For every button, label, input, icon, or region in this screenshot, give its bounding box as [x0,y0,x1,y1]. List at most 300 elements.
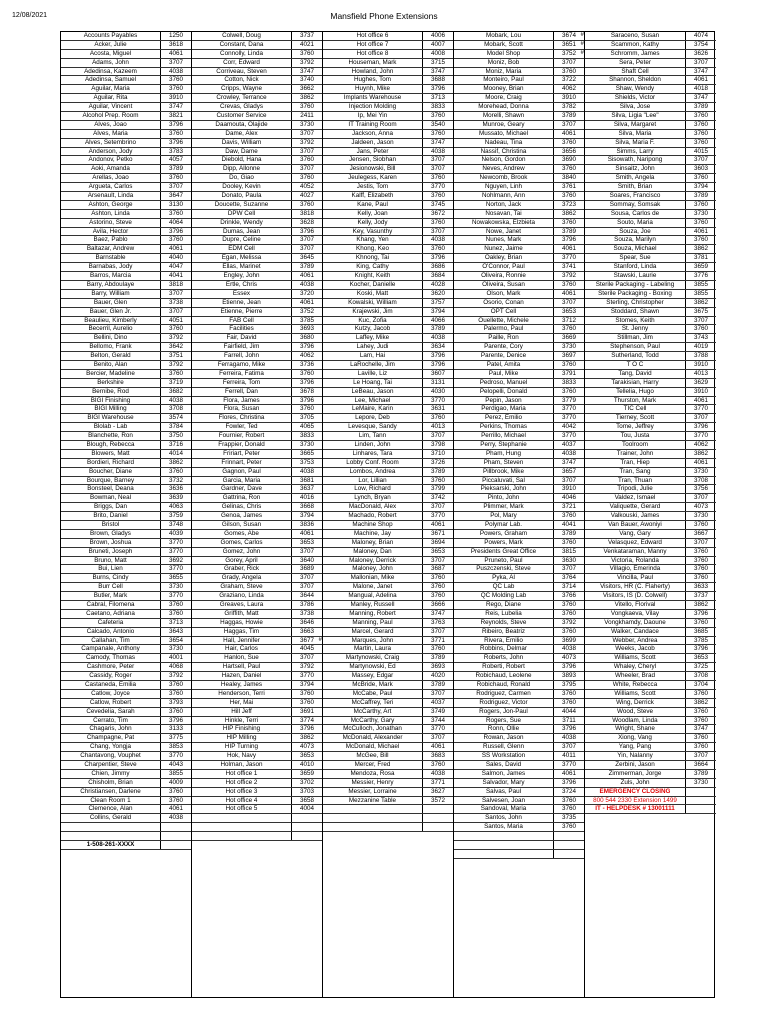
employee-name: Powers, Graham [479,529,528,537]
employee-name: Kelly, Joan [357,209,388,217]
table-row [585,245,716,254]
extension-number: 3855 [160,770,191,778]
employee-name: Moniz, Bob [487,58,520,66]
employee-name: SS Workstation [481,752,526,760]
table-row [61,468,191,477]
table-row [323,183,453,192]
extension-number: 3760 [685,130,716,138]
employee-name: Rego, Diane [485,601,521,608]
extension-number: 3707 [422,557,453,565]
employee-name: Bernibe, Rod [92,387,129,395]
extension-number: 3760 [553,68,584,76]
table-row [192,414,322,423]
extension-number: 3627 [422,788,453,796]
extension-number: 3796 [422,85,453,93]
extension-number: 3719 [160,379,191,387]
employee-name: Zimmerman, Jorge [608,769,662,777]
employee-name: Machine Shop [352,520,393,528]
table-row [585,423,716,432]
table-row [61,450,191,459]
employee-name: Crevas, Gladys [219,103,264,111]
table-row [323,814,453,823]
extension-number: 3683 [422,752,453,760]
extension-number: 3681 [291,477,322,485]
table-row [585,192,716,201]
employee-name: Sterile Packaging - Labeling [595,280,675,288]
employee-name: Bauer, Glen [93,298,128,306]
table-row [61,334,191,343]
extension-number: 3789 [685,770,716,778]
extension-number: 3796 [553,663,584,671]
employee-name: Acker, Julie [94,40,127,48]
table-row [192,156,322,165]
employee-name: Moniz, Maria [485,67,522,75]
table-row [585,530,716,539]
extension-number: 3760 [553,823,584,831]
table-row [323,823,453,832]
extension-number: 3730 [685,210,716,218]
extension-number: 3785 [291,317,322,325]
table-row [454,565,584,574]
table-row [192,219,322,228]
table-row [454,690,584,699]
extension-number: 4061 [422,743,453,751]
directory-column-3 [323,32,454,997]
employee-name: Bourque, Barney [86,476,135,484]
employee-name: Acosta, Miguel [89,49,132,57]
employee-name: Sales, David [485,761,522,769]
table-row [61,610,191,619]
extension-number: 3760 [685,743,716,751]
employee-name: Morelli, Shawn [482,112,525,120]
table-row [454,645,584,654]
employee-name: Stephenson, Paul [610,343,660,351]
table-row [454,770,584,779]
employee-name: Charpentier, Steve [84,761,137,769]
employee-name: TIC Cell [623,405,647,413]
table-row [61,139,191,148]
table-row [585,343,716,352]
extension-number: 3760 [160,690,191,698]
employee-name: Sisowath, Naripong [607,156,663,164]
extension-number: 3862 [291,94,322,102]
table-row [192,139,322,148]
employee-name: Barry, Abdoulaye [86,280,135,288]
extension-number: 3760 [553,601,584,609]
extension-number: 4064 [160,219,191,227]
table-row [192,388,322,397]
table-row [454,139,584,148]
table-row [585,68,716,77]
employee-name: O'Connor, Paul [482,263,525,271]
extension-number: 3760 [291,174,322,182]
extension-number: 4065 [291,423,322,431]
table-row [192,592,322,601]
extension-number: 3760 [160,681,191,689]
table-row [454,50,584,59]
table-row [323,628,453,637]
directory-column-1 [61,32,192,997]
employee-name: Mooney, Brian [483,85,524,93]
employee-name: Clean Room 1 [90,796,131,804]
extension-number: 4063 [160,503,191,511]
employee-name: Hot office 8 [356,49,389,57]
extension-number: 3760 [422,574,453,582]
employee-name: Corr, Edward [223,58,260,66]
table-row [323,521,453,530]
table-row [323,681,453,690]
extension-number: 3637 [291,485,322,493]
extension-number: 3760 [291,370,322,378]
table-row [61,156,191,165]
table-row [61,832,191,841]
employee-name: Mercer, Fred [354,761,391,769]
table-row [61,477,191,486]
extension-number: 3747 [422,68,453,76]
employee-name: Olson, Mark [486,289,521,297]
table-row [61,672,191,681]
employee-name [61,832,160,840]
employee-name: Bellomo, Frank [89,343,132,351]
table-row [192,112,322,121]
extension-number: 3707 [422,165,453,173]
employee-name: Frinnart, Peter [221,458,262,466]
table-row [454,174,584,183]
employee-name: Hot office 4 [225,796,258,804]
table-row [61,290,191,299]
extension-number: 3760 [685,201,716,209]
extension-number: 3130 [160,201,191,209]
employee-name: Sterling, Christopher [606,298,664,306]
table-row [61,370,191,379]
employee-name: QC Lab [492,583,515,591]
directory-column-5 [585,32,716,997]
table-row [323,317,453,326]
employee-name: Beaulieu, Kimberly [84,316,137,324]
employee-name: Piccaluvati, Sal [482,476,525,484]
extension-number: 3784 [160,423,191,431]
employee-name: HIP Milling [226,734,257,742]
extension-number [553,850,584,858]
table-row [323,548,453,557]
extension-number: 3726 [422,459,453,467]
table-row [323,103,453,112]
table-row [323,663,453,672]
extension-number: 3794 [685,183,716,191]
employee-name: Silva, Ligia "Lee" [611,112,659,120]
employee-name: QC Molding Lab [480,592,527,600]
extension-number: 3760 [685,548,716,556]
table-row [454,468,584,477]
extension-number: 3735 [553,814,584,822]
table-row [323,388,453,397]
table-row [323,76,453,85]
employee-name: Gardner, Dave [221,485,262,493]
employee-name: Sera, Peter [619,58,651,66]
table-row [61,574,191,583]
employee-name: Mussato, Michael [479,129,528,137]
table-row [192,59,322,68]
extension-number: 3631 [422,405,453,413]
table-row [323,672,453,681]
extension-number [422,823,453,831]
employee-name: Fairfield, Jim [223,343,260,351]
extension-number: 3705 [291,414,322,422]
employee-name: Howland, John [351,67,394,75]
employee-name: Callahan, Tim [91,636,130,644]
employee-name: Williams, Scott [614,654,656,662]
extension-number: 3730 [291,121,322,129]
table-row [454,388,584,397]
table-row [192,788,322,797]
extension-number: 4061 [422,521,453,529]
extension-number: 3738 [291,610,322,618]
extension-number: 3760 [553,361,584,369]
extension-number: 4015 [685,148,716,156]
table-row [454,370,584,379]
employee-name: Nosavan, Tai [485,209,522,217]
table-row [323,41,453,50]
table-row [192,272,322,281]
employee-name: Nowe, Janet [485,227,521,235]
table-row [585,743,716,752]
extension-number: 3707 [291,165,322,173]
table-row [192,405,322,414]
employee-name: Fair, David [226,334,257,342]
extension-number: 3730 [685,512,716,520]
employee-name: Oliveira, Ronnie [481,272,526,280]
extension-number: 3665 [291,450,322,458]
employee-name: Woodlam, Linda [612,716,658,724]
employee-name: Silva, Maria [618,129,652,137]
extension-number: 3796 [422,361,453,369]
extension-number: 3796 [685,610,716,618]
extension-number: 4073 [291,743,322,751]
table-row [61,521,191,530]
extension-number: 4061 [685,76,716,84]
table-row [61,388,191,397]
extension-number: 4073 [685,503,716,511]
employee-name: Barnabas, Jody [88,263,133,271]
extension-number: 4007 [422,41,453,49]
extension-number: 3862 [685,699,716,707]
table-row [192,165,322,174]
extension-number: 3760 [685,521,716,529]
extension-number: 4045 [291,645,322,653]
extension-number: 3786 [291,601,322,609]
table-row [192,530,322,539]
extension-number: 3789 [160,165,191,173]
extension-number: 3760 [160,797,191,805]
table-row [585,708,716,717]
table-row [585,805,716,814]
extension-number: 3760 [422,174,453,182]
extension-number: 3815 [553,548,584,556]
table-row [454,423,584,432]
employee-name: Chien, Jimmy [91,769,130,777]
extension-number: 3770 [422,725,453,733]
table-row [585,263,716,272]
table-row [323,334,453,343]
table-row [61,174,191,183]
extension-number: 3131 [422,379,453,387]
extension-number: 3672 [422,210,453,218]
hash-marker: # [580,49,584,56]
table-row [61,236,191,245]
extension-number: 4057 [160,156,191,164]
table-row [454,663,584,672]
table-row [323,805,453,814]
employee-name: Hall, Jennifer [223,636,260,644]
employee-name: Crowley, Terrance [216,94,267,102]
employee-name: Alcohol Prep. Room [82,112,139,120]
table-row [61,414,191,423]
employee-name: Astorino, Steve [89,218,132,226]
extension-number: 3712 [553,317,584,325]
employee-name: Toolroom [622,440,648,448]
extension-number: 3771 [422,779,453,787]
table-row [192,521,322,530]
employee-name: Powers, Mark [484,538,523,546]
employee-name: Hot office 1 [225,769,258,777]
employee-name: Chagaris, John [89,725,132,733]
employee-name: Messier, Henry [351,778,394,786]
employee-name: Vongkaeva, Vilay [610,609,660,617]
table-row [192,823,322,832]
table-row [454,219,584,228]
table-row [585,734,716,743]
table-row [192,477,322,486]
table-row [454,308,584,317]
table-row [192,485,322,494]
employee-name [192,823,291,831]
employee-name: Wood, Steve [617,707,653,715]
employee-name: Visitors, HR (C. Flaherty) [600,583,670,591]
extension-number: 3910 [685,388,716,396]
table-row [323,423,453,432]
table-row [323,743,453,752]
table-row [61,103,191,112]
employee-name: Corriveau, Steven [216,67,267,75]
table-row [585,405,716,414]
employee-name: Machado, Robert [348,512,397,520]
table-row [192,192,322,201]
table-row [192,76,322,85]
extension-number: 4038 [422,148,453,156]
table-row [323,414,453,423]
extension-number: 3713 [160,619,191,627]
employee-name: Egan, Melissa [221,254,262,262]
extension-number: 4061 [291,299,322,307]
extension-number: 4038 [160,814,191,822]
table-row [61,361,191,370]
employee-name: McDonald, Michael [345,743,400,751]
table-row [585,112,716,121]
employee-name: Hair, Carlos [225,645,258,653]
employee-name: Mezzanine Table [348,796,397,804]
table-row [585,592,716,601]
employee-name: Shaw, Wendy [615,85,655,93]
employee-name: Champagne, Pat [86,734,135,742]
extension-number: 3760 [422,414,453,422]
extension-number: 4020 [422,672,453,680]
extension-number: 3574 [160,414,191,422]
table-row [323,654,453,663]
employee-name: Collins, Gerald [89,814,132,822]
employee-name: Campanale, Anthony [81,645,140,653]
extension-number: 3782 [553,103,584,111]
employee-name: Haggas, Tim [223,627,260,635]
employee-name: Stillman, Jim [617,334,653,342]
extension-number: 3693 [422,663,453,671]
table-row [323,734,453,743]
employee-name: Graham, Steve [220,583,263,591]
table-row [192,468,322,477]
employee-name: BIGI Warehouse [87,414,134,422]
employee-name: Ferreira, Fatima [219,369,264,377]
extension-number: 3607 [422,370,453,378]
extension-number: 3707 [553,59,584,67]
extension-number: 3707 [160,290,191,298]
employee-name: Shaft Cell [621,67,649,75]
table-row [323,797,453,806]
employee-name: Webber, Andrea [612,636,658,644]
table-row [454,574,584,583]
extension-number: 3697 [553,352,584,360]
employee-name: Gelinas, Chris [221,503,262,511]
table-row [192,761,322,770]
employee-name: Constant, Dana [219,40,264,48]
employee-name: Blanchette, Ron [88,432,133,440]
table-row [61,325,191,334]
extension-number: 3910 [553,485,584,493]
employee-name: Velasquez, Edward [608,538,662,546]
extension-number: 3653 [291,752,322,760]
extension-number: 3707 [553,743,584,751]
employee-name: Souza, Michael [613,245,657,253]
table-row [61,548,191,557]
table-row [192,814,322,823]
extension-number: 3707 [422,432,453,440]
extension-number [291,814,322,822]
employee-name: Engley, John [223,272,260,280]
employee-name: Clemence, Alan [88,805,133,813]
table-row [454,485,584,494]
table-row [585,325,716,334]
employee-name: Victoria, Rolanda [611,556,659,564]
employee-name: Ip, Mei Yin [357,112,388,120]
table-row [323,699,453,708]
employee-name: Fririart, Peter [223,449,260,457]
employee-name: Ellas, Marinet [222,263,261,271]
extension-number: 3750 [160,432,191,440]
employee-name: Silva, Margaret [613,120,657,128]
employee-name: Camody, Thomas [85,654,136,662]
extension-number: 3628 [291,219,322,227]
extension-number: 4042 [553,423,584,431]
employee-name: Drinkle, Wendy [220,218,263,226]
employee-name: Khnong, Tai [355,254,390,262]
extension-number: 3789 [553,112,584,120]
extension-number: 3760 [160,325,191,333]
employee-name: Bercier, Madeline [86,369,135,377]
extension-number: 4061 [685,228,716,236]
table-row [61,619,191,628]
extension-number: 3779 [553,397,584,405]
table-row [454,743,584,752]
table-row [323,174,453,183]
employee-name: Roberts, John [483,654,524,662]
